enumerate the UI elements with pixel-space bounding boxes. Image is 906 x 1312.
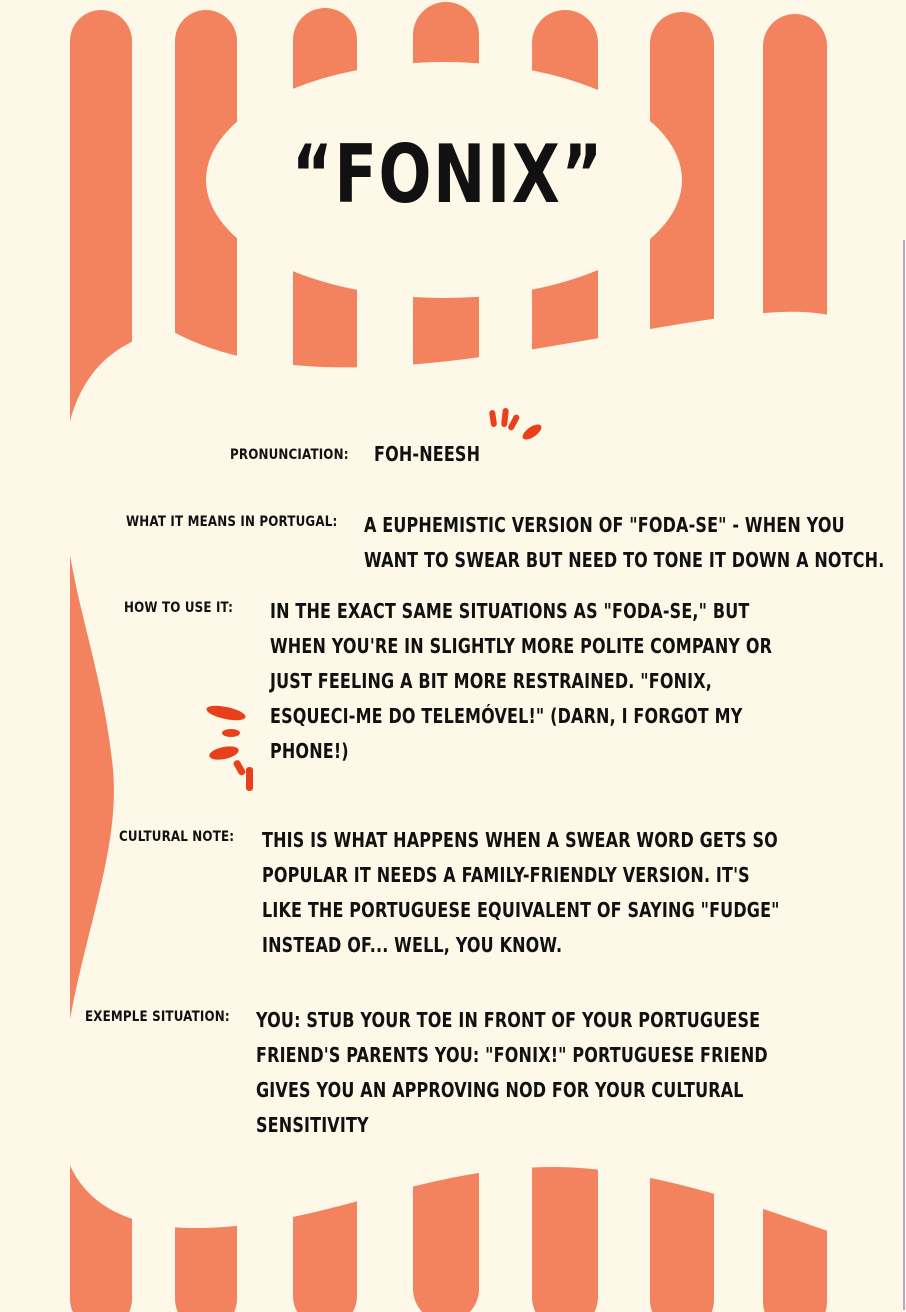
- usage-line: WHEN YOU'RE IN SLIGHTLY MORE POLITE COMPANY OR: [270, 634, 773, 658]
- pronunciation-label: PRONUNCIATION:: [230, 447, 349, 463]
- page-edge-line: [903, 240, 905, 1310]
- cultural-line: POPULAR IT NEEDS A FAMILY-FRIENDLY VERSION. IT'S: [262, 863, 750, 887]
- usage-line: IN THE EXACT SAME SITUATIONS AS "FODA-SE," BUT: [270, 599, 750, 623]
- usage-line: PHONE!): [270, 739, 349, 763]
- usage-value: [270, 594, 898, 769]
- cultural-line: INSTEAD OF... WELL, YOU KNOW.: [262, 933, 563, 957]
- cultural-line: THIS IS WHAT HAPPENS WHEN A SWEAR WORD GETS SO: [262, 828, 778, 852]
- page-title: “FONIX”: [291, 128, 604, 221]
- example-line: FRIEND'S PARENTS YOU: "FONIX!" PORTUGUESE FRIEND: [256, 1043, 768, 1067]
- meaning-label: WHAT IT MEANS IN PORTUGAL:: [126, 514, 338, 530]
- cultural-label: CULTURAL NOTE:: [119, 829, 235, 845]
- cultural-value: [262, 823, 906, 963]
- example-line: GIVES YOU AN APPROVING NOD FOR YOUR CULTURAL: [256, 1078, 744, 1102]
- meaning-value: [364, 508, 906, 578]
- usage-line: ESQUECI-ME DO TELEMÓVEL!" (DARN, I FORGOT MY: [270, 704, 743, 728]
- example-value: [256, 1003, 896, 1143]
- example-line: SENSITIVITY: [256, 1113, 369, 1137]
- pronunciation-value: [374, 437, 507, 472]
- usage-label: HOW TO USE IT:: [124, 600, 234, 616]
- example-line: YOU: STUB YOUR TOE IN FRONT OF YOUR PORTUGUESE: [256, 1008, 761, 1032]
- pronunciation-text: FOH-NEESH: [374, 442, 481, 466]
- cultural-line: LIKE THE PORTUGUESE EQUIVALENT OF SAYING "FUDGE": [262, 898, 780, 922]
- meaning-line: A EUPHEMISTIC VERSION OF "FODA-SE" - WHEN YOU: [364, 513, 845, 537]
- example-label: EXEMPLE SITUATION:: [85, 1009, 230, 1025]
- usage-line: JUST FEELING A BIT MORE RESTRAINED. "FONIX,: [270, 669, 713, 693]
- meaning-line: WANT TO SWEAR BUT NEED TO TONE IT DOWN A NOTCH.: [364, 548, 885, 572]
